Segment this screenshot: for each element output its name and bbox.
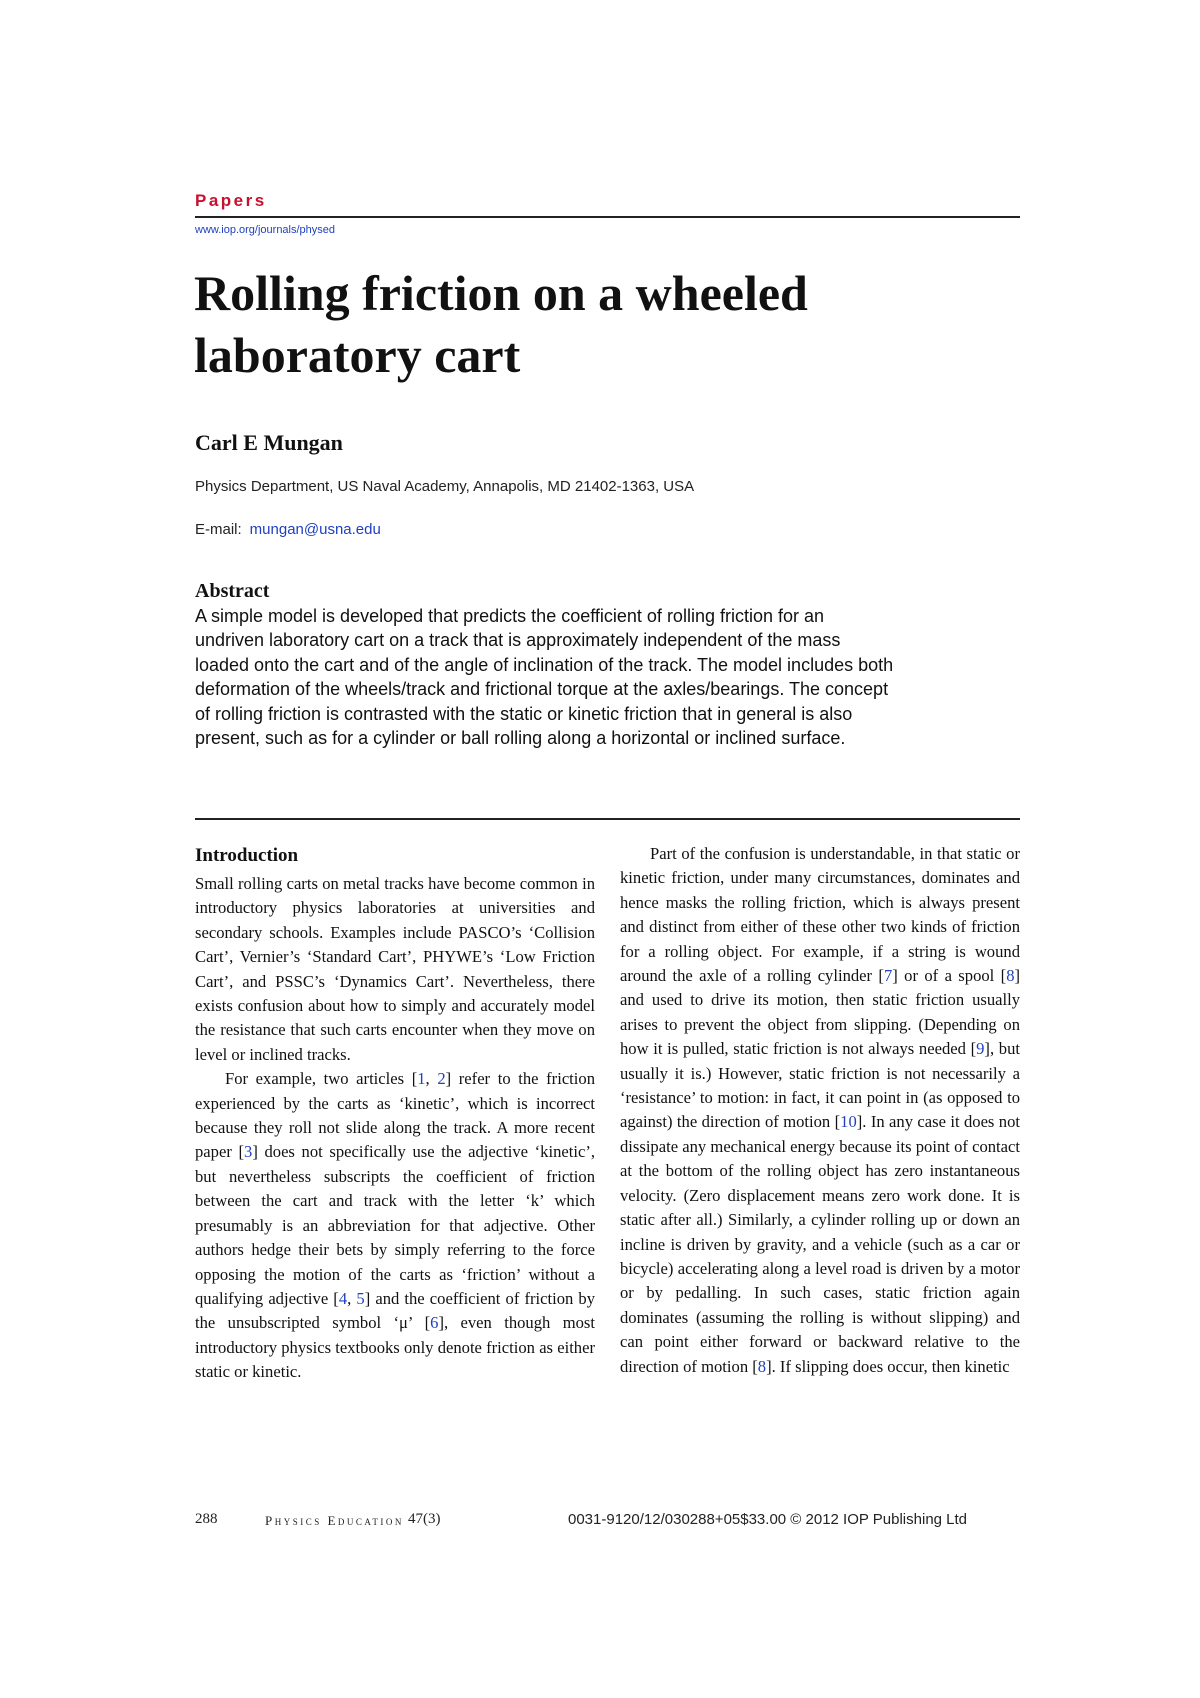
citation-link[interactable]: 3 — [244, 1142, 253, 1162]
copyright-line: 0031-9120/12/030288+05$33.00 © 2012 IOP Publishing Ltd — [568, 1511, 968, 1528]
citation-link[interactable]: 2 — [437, 1069, 446, 1089]
article-title: Rolling friction on a wheeled laboratory cart — [194, 265, 808, 383]
citation-link[interactable]: 5 — [356, 1288, 365, 1308]
journal-issue: 47(3) — [408, 1511, 441, 1527]
intro-paragraph-1: Small rolling carts on metal tracks have become common in introductory physics laboratories at universities and secondary schools. Examples include PASCO’s ‘Collision Cart’, Vernier’s ‘Standard Cart’, PHYWE’s ‘Low Friction Cart’, and PSSC’s ‘Dynamics Cart’. Nevertheless, there exists confusion about how to simply and accurately model the resistance that such carts encounter when they move on level or inclined tracks. — [195, 874, 595, 1064]
citation-link[interactable]: 7 — [883, 966, 893, 986]
right-column — [620, 842, 1020, 1379]
email-link[interactable]: mungan@usna.edu — [249, 521, 381, 538]
author-name: Carl E Mungan — [195, 430, 343, 455]
header-rule — [195, 216, 1020, 218]
citation-link[interactable]: 8 — [1006, 966, 1015, 986]
citation-link[interactable]: 8 — [757, 1356, 767, 1376]
citation-link[interactable]: 1 — [417, 1069, 426, 1089]
left-column — [195, 844, 595, 1385]
email-line — [195, 521, 381, 538]
citation-link[interactable]: 10 — [840, 1112, 857, 1132]
page-number: 288 — [195, 1511, 218, 1527]
citation-link[interactable]: 4 — [338, 1288, 348, 1308]
journal-url-link[interactable]: www.iop.org/journals/physed — [195, 224, 336, 236]
section-label: Papers — [195, 191, 267, 210]
introduction-heading: Introduction — [195, 845, 299, 866]
abstract-rule — [195, 818, 1020, 820]
author-affiliation: Physics Department, US Naval Academy, Annapolis, MD 21402-1363, USA — [195, 478, 695, 495]
intro-paragraph-2: For example, two articles [1, 2] refer to the friction experienced by the carts as ‘kinetic’, which is incorrect because they roll not slide along the track. A more recent paper [3] does not specifically use the adjective ‘kinetic’, but nevertheless subscripts the coefficient of friction between the cart and track with the letter ‘k’ which presumably is an abbreviation for that adjective. Other authors hedge their bets by simply referring to the force opposing the motion of the carts as ‘friction’ without a qualifying adjective [4, 5] and the coefficient of friction by the unsubscripted symbol ‘μ’ [6], even though most introductory physics textbooks only denote friction as either static or kinetic. — [195, 1069, 596, 1382]
abstract-text: A simple model is developed that predicts the coefficient of rolling friction for an undriven laboratory cart on a track that is approximately independent of the mass loaded onto the cart and of the angle of inclination of the track. The model includes both deformation of the wheels/track and frictional torque at the axles/bearings. The concept of rolling friction is contrasted with the static or kinetic friction that in general is also present, such as for a cylinder or ball rolling along a horizontal or inclined surface. — [195, 606, 894, 749]
citation-link[interactable]: 9 — [976, 1039, 985, 1059]
citation-link[interactable]: 6 — [430, 1313, 439, 1333]
abstract-heading: Abstract — [195, 580, 270, 602]
email-label: E-mail: — [195, 521, 242, 538]
journal-name: Physics Education — [265, 1513, 404, 1528]
right-paragraph: Part of the confusion is understandable, in that static or kinetic friction, under many circumstances, dominates and hence masks the rolling friction, which is always present and distinct from either of these other two kinds of friction for a rolling object. For example, if a string is wound around the axle of a rolling cylinder [7] or of a spool [8] and used to drive its motion, then static friction usually arises to prevent the object from slipping. (Depending on how it is pulled, static friction is not always needed [9], but usually it is.) However, static friction is not necessarily a ‘resistance’ to motion: in fact, it can point in (as opposed to against) the direction of motion [10]. In any case it does not dissipate any mechanical energy because its point of contact at the bottom of the rolling object has zero instantaneous velocity. (Zero displacement means zero work done. It is static after all.) Similarly, a cylinder rolling up or down an incline is driven by gravity, and a vehicle (such as a car or bicycle) accelerating along a level road is driven by a motor or by pedalling. In such cases, static friction again dominates (assuming the rolling is without slipping) and can point either forward or backward relative to the direction of motion [8]. If slipping does occur, then kinetic — [620, 844, 1021, 1376]
